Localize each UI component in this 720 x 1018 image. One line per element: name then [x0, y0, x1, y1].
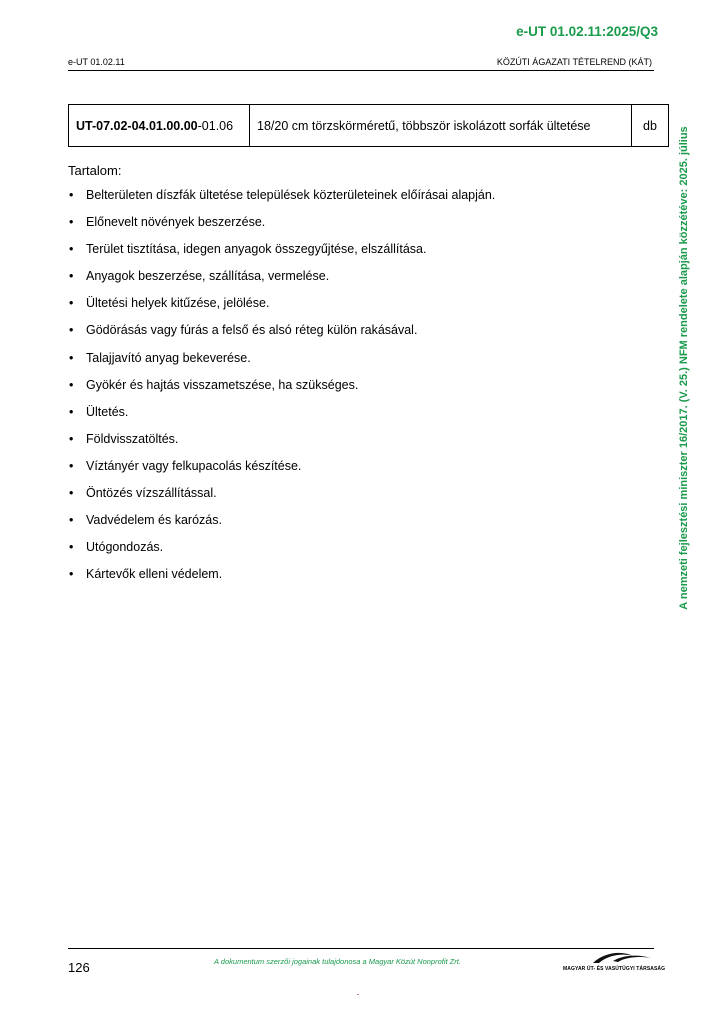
- list-item: • Előnevelt növények beszerzése.: [68, 213, 495, 240]
- content-title: Tartalom:: [68, 163, 122, 178]
- list-item: • Anyagok beszerzése, szállítása, vermelése.: [68, 267, 495, 294]
- item-unit: db: [632, 105, 669, 147]
- item-table: [68, 104, 669, 147]
- page-number: 126: [68, 960, 90, 975]
- item-row: [69, 105, 669, 147]
- list-item: • Gyökér és hajtás visszametszése, ha szükséges.: [68, 376, 495, 403]
- bottom-mark: [357, 994, 359, 995]
- item-code-cell: [69, 105, 250, 147]
- list-item: • Földvisszatöltés.: [68, 430, 495, 457]
- list-item: • Gödörásás vagy fúrás a felső és alsó réteg külön rakásával.: [68, 321, 495, 348]
- item-code-bold: UT-07.02-04.01.00.00: [76, 118, 198, 133]
- list-item: • Ültetés.: [68, 403, 495, 430]
- list-item: • Talajjavító anyag bekeverése.: [68, 349, 495, 376]
- item-description: 18/20 cm törzskörméretű, többször iskolázott sorfák ültetése: [250, 105, 632, 147]
- society-logo: [563, 950, 666, 972]
- list-item: • Utógondozás.: [68, 538, 495, 565]
- logo-swoosh-icon: [563, 950, 655, 964]
- list-item: • Víztányér vagy felkupacolás készítése.: [68, 457, 495, 484]
- list-item: • Terület tisztítása, idegen anyagok összegyűjtése, elszállítása.: [68, 240, 495, 267]
- header-left-text: e-UT 01.02.11: [68, 57, 125, 67]
- item-code-suffix: -01.06: [197, 118, 234, 133]
- footer-divider: [68, 948, 654, 949]
- list-item: • Kártevők elleni védelem.: [68, 565, 495, 592]
- side-publication-note: A nemzeti fejlesztési miniszter 16/2017. (V. 25.) NFM rendelete alapján közzétéve: 2025. július: [678, 126, 690, 610]
- list-item: • Ültetési helyek kitűzése, jelölése.: [68, 294, 495, 321]
- document-code: e-UT 01.02.11:2025/Q3: [516, 24, 658, 39]
- header-divider: [68, 70, 654, 71]
- logo-text: MAGYAR ÚT- ÉS VASÚTÜGYI TÁRSASÁG: [563, 966, 666, 972]
- list-item: • Öntözés vízszállítással.: [68, 484, 495, 511]
- footer-copyright: A dokumentum szerzői jogainak tulajdonosa a Magyar Közút Nonprofit Zrt.: [214, 957, 461, 966]
- list-item: • Vadvédelem és karózás.: [68, 511, 495, 538]
- content-list: [68, 186, 495, 592]
- list-item: • Belterületen díszfák ültetése települések közterületeinek előírásai alapján.: [68, 186, 495, 213]
- header-right-text: KÖZÚTI ÁGAZATI TÉTELREND (KÁT): [496, 57, 652, 67]
